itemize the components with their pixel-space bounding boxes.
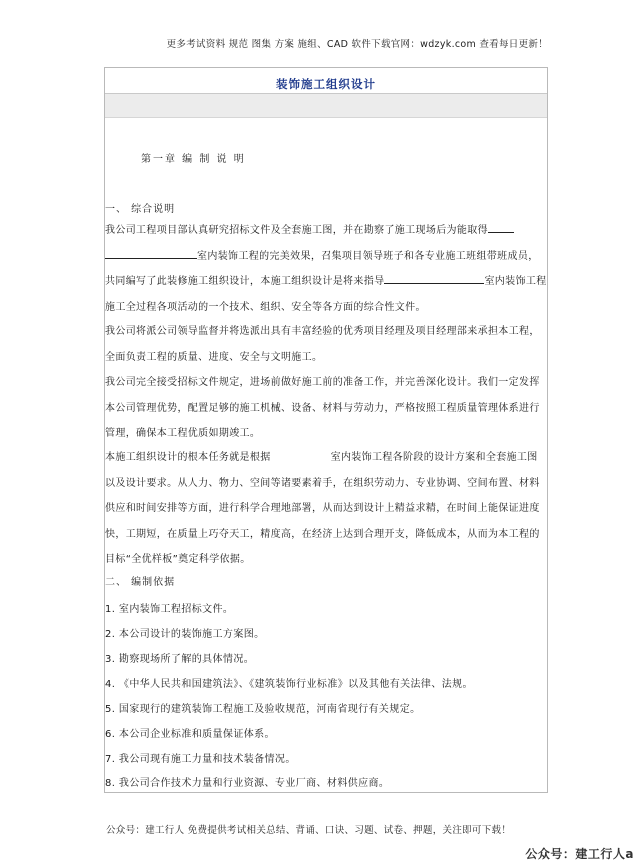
section-heading-general: 一、 综合说明 xyxy=(105,204,176,215)
paragraph-general-1 xyxy=(105,218,547,320)
document-page xyxy=(104,67,548,793)
section-heading-basis: 二、 编制依据 xyxy=(105,577,176,588)
basis-item: 6. 本公司企业标准和质量保证体系。 xyxy=(105,729,275,740)
fill-blank xyxy=(488,222,514,233)
basis-item: 3. 勘察现场所了解的具体情况。 xyxy=(105,654,255,665)
basis-item: 8. 我公司合作技术力量和行业资源、专业厂商、材料供应商。 xyxy=(105,778,390,789)
site-banner: 更多考试资料 规范 图集 方案 施组、CAD 软件下载官网：wdzyk.com 查看每日更新！ xyxy=(166,39,548,50)
basis-item: 7. 我公司现有施工力量和技术装备情况。 xyxy=(105,754,296,765)
footer-note: 公众号：建工行人 免费提供考试相关总结、背诵、口诀、习题、试卷、押题，关注即可下载！ xyxy=(106,825,512,836)
paragraph-general-2: 我公司将派公司领导监督并将选派出具有丰富经验的优秀项目经理及项目经理部来承担本工程，全面负责工程的质量、进度、安全与文明施工。 xyxy=(105,326,540,363)
basis-item: 5. 国家现行的建筑装饰工程施工及验收规范，河南省现行有关规定。 xyxy=(105,704,421,715)
paragraph-text: 室内装饰工程各阶段的设计方案和全套施工图以及设计要求。从人力、物力、空间等诸要素着手，在组织劳动力、专业协调、空间布置、材料供应和时间安排等方面，进行科学合理地部署，从而达到设计上精益求精，在时间上能保证进度快，工期短，在质量上巧夺天工，精度高，在经济上达到合理开支，降低成本，从而为本工程的目标“全优样板”奠定科学依据。 xyxy=(105,452,540,565)
paragraph-general-4 xyxy=(105,445,547,573)
paragraph-text: 室内装饰工程的完美效果，召集项目领导班子和各专业施工班组带班成员，共同编写了此装修施工组织设计，本施工组织设计是将来指导 xyxy=(105,250,539,287)
watermark-label: 公众号：建工行人a xyxy=(525,847,634,861)
paragraph-general-3: 我公司完全接受招标文件规定，进场前做好施工前的准备工作，并完善深化设计。我们一定发挥本公司管理优势，配置足够的施工机械、设备、材料与劳动力，严格按照工程质量管理体系进行管理，确保本工程优质如期竣工。 xyxy=(105,377,540,439)
header-band xyxy=(105,94,547,117)
document-title: 装饰施工组织设计 xyxy=(276,77,376,91)
chapter-heading: 第一章 编 制 说 明 xyxy=(141,154,246,165)
fill-blank xyxy=(384,273,484,284)
paragraph-text: 本施工组织设计的根本任务就是根据 xyxy=(105,452,271,463)
band-divider xyxy=(105,117,547,118)
basis-item: 2. 本公司设计的装饰施工方案图。 xyxy=(105,629,265,640)
fill-blank xyxy=(105,248,197,259)
paragraph-text: 我公司工程项目部认真研究招标文件及全套施工图，并在勘察了施工现场后为能取得 xyxy=(105,225,488,236)
paragraph-text: 室内装饰工程施工全过程各项活动的一个技术、组织、安全等各方面的综合性文件。 xyxy=(105,276,547,313)
basis-item: 4. 《中华人民共和国建筑法》、《建筑装饰行业标准》以及其他有关法律、法规。 xyxy=(105,679,473,690)
basis-item: 1. 室内装饰工程招标文件。 xyxy=(105,604,234,615)
